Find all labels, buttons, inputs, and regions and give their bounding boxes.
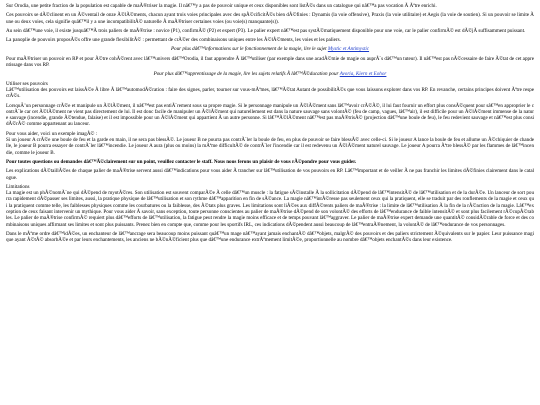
- apprentissage-text: Pour plus dâ€™apprentissage de la magie, lire les sujets relatifs Ã lâ€™Ã©ducation pour: [153, 71, 340, 78]
- manipulation-paragraph: LorsquÂ’un personnage crÃ©e et manipule un Ã©lÃ©ment, il nâ€™est pas entiÃ¨rement sous sa propre magie. Si le personnage manipule un Ã©lÃ©ment sans lâ€™avoir crÃ©Ã©, il lui faut fournir un effort plus consÃ©quent pour sâ€™en approprier le contrÃ´le car cet Ã©lÃ©ment ne vient pas directement de lui. Il est donc facile de manipuler un Ã©lÃ©ment qui naturellement est dans la nature sauvage sans volontÃ© (feu de camp, vagues, lâ€™air), il est difficile pour un Ã©lÃ©ment immense de la nature sauvage (incendie, grande Ã©tendue, falaise) et il est impossible pour un Ã©lÃ©ment qui appartient Ã un autre personne. Si lâ€™Ã©lÃ©ment nâ€™est pas maÃ®trisÃ© (projection dâ€™une boule de feu), le feu redevient sauvage et nâ€™est plus considÃ©rÃ© comme appartenant au lanceur.: [6, 102, 534, 128]
- intro-paragraph: Sur Orodia, une petite fraction de la population est capable de maÃ®triser la magie. Il nâ€™y a pas de pouvoir unique et ceux disponibles sont listÃ©s dans un catalogue qui nâ€™a pas vocation Ã Ãªtre enrichi.: [6, 3, 437, 9]
- exemple-paragraph: Si un joueur A crÃ©e une boule de feu et la garde en main, il ne sera pas blessÃ©. Le joueur B ne pourra pas contrÃ´ler la boule de feu, en plus de pouvoir se faire blessÃ© avec celle-ci. Si le joueur A lance la boule de feu et allume un Ã©chiquier de chandelle, le joueur B pourra essayer de contrÃ´ler lâ€™incendie. Le joueur A aura (plus ou moins) la mÃªme difficultÃ© de contrÃ´ler l'incendie car il est redevenu un Ã©lÃ©ment naturel sauvage. Le joueur A pourra Ãªtre blessÃ© par les flammes de lâ€™incendie, comme le joueur B.: [6, 137, 534, 156]
- exemple-heading: Pour vous aider, voici un exemple imagÃ© :: [6, 130, 98, 137]
- contact-staff-text: Pour toutes questions ou demandes dâ€™Ã©clairement sur un point, veuillez contacter le staff. Nous nous ferons un plaisir de vous rÃ©pondre pour vous guider.: [6, 158, 357, 165]
- document-body: [6, 3, 534, 247]
- enchanteur-paragraph: Dans le mÃªme ordre dâ€™idÃ©es, un enchanteur de lâ€™ancrage sera beaucoup moins puissant quâ€™un mage nâ€™ayant jamais enchantÃ© dâ€™objets, malgrÃ© des pouvoirs et des paliers strictement Ã©quivalents sur le papier. Leur puissance magique ayant Ã©tÃ© absorbÃ©e et par leurs enchantements, les anciens ne bÃ©nÃ©ficient plus que dâ€™une endurance extrÃªmement limitÃ©e, proportionnelle au nombre dâ€™objets enchantÃ©s dans leur existence.: [6, 230, 534, 244]
- apprentissage-line: [6, 71, 534, 77]
- section-heading-utiliser: Utiliser ses pouvoirs: [6, 80, 48, 87]
- mystic-link[interactable]: Mystic et Antimystic: [327, 46, 370, 53]
- paliers-paragraph: Au sein dâ€™une voie, il existe jusquâ€™Ã trois paliers de maÃ®trise : novice (P1), confirmÃ© (P2) et expert (P3). Le palier expert nâ€™est pas systÃ©matiquement disponible pour une voie, car le palier confirmÃ© est dÃ©jÃ suffisamment puissant.: [6, 27, 526, 34]
- contact-staff-paragraph: [6, 159, 534, 165]
- limitations-paragraph: La magie est un phÃ©nomÃ¨ne qui dÃ©pend de myotÃ©res. Son utilisation est souvent comparÃ©e Ã celle dâ€™un muscle : la fatigue sÃ©installe Ã la sollicitation dÃ©pend de lâ€™intensitÃ© de lâ€™utilisation et de la durÃ©e. Un lanceur de sort pourra rapidement dÃ©passer ses limites, aussi, la pratique physique de lâ€™utilisation et son rythme dâ€™apparition en fin de sÃ©ance. La magie nâ€™intÃ©resse pas seulement ceux qui la pratiquent, elle se traduit par des ronflements de la magie et ceux qui la pratiquent comme telle, les faiblesses physiques comme les courbatures ou la faiblesse, des Ã©tats plus graves. Les limitations sont liÃ©es aux diffÃ©rents paliers de maÃ®trise : la limite de lâ€™utilisation Ã la fin de la rÃ©action de la magie. Lâ€™exception de ceux faisant intervenir un mythique. Pour vous aider Ã savoir, sans exception, toute personne conscientes au palier de maÃ®trise dÃ©pend de son volontÃ© des efforts de lâ€™endurance de faible intensitÃ© et sont plus facilement rÃ©cupÃ©rables. Le palier de maÃ®trise confirmÃ© requiert plus dâ€™efforts de lâ€™utilisation, la fatigue peut rendre la magie moins efficace et de temps pouvant lâ€™aggraver. Le palier de maÃ®trise expert demande une quantitÃ© considÃ©rable de force et des combinaisons uniques affirmant ses limites et sont plus puissants. Prenez bien en compte que, comme pour les sportifs IRL, ces indications dÃ©pendent aussi beaucoup de lâ€™entraÃ®nement, la volontÃ© de lâ€™endurance de vos personnages.: [6, 190, 534, 228]
- panoplie-paragraph: La panoplie de pouvoirs proposÃ©s offre une grande flexibilitÃ© : permettant de crÃ©er des combinaisons uniques entre les Ã©lÃ©ments, les voies et les paliers.: [6, 37, 341, 44]
- maitrise-paragraph: Pour maÃ®triser un pouvoir en RP et pour Ã©tre cohÃ©rent avec lâ€™univers dâ€™Orodia, il faut apprendre Ã lâ€™utiliser (par exemple dans une acadÃ©mie de magie ou auprÃ¨s dâ€™un tuteur). Il nâ€™est pas nÃ©cessaire de faire Ã©tat de cet apprentissage dans vos RP.: [6, 55, 534, 69]
- info-magie-text: Pour plus dâ€™informations sur le fonctionnement de la magie, lire le sujet: [170, 46, 328, 53]
- explications-paragraph: Les explications dÃ©taillÃ©es de chaque palier de maÃ®trise servent aussi dâ€™indications pour vous aider Ã trancher sur lâ€™utilisation de vos pouvoirs en RP. Lâ€™important et de veiller Ã ne pas franchir les limites dÃ©finies clairement dans le catalogue.: [6, 168, 534, 181]
- education-links[interactable]: Avoria, Kiern et Eohor: [339, 71, 387, 78]
- section-heading-limitations: Limitations: [6, 183, 30, 190]
- utilisation-paragraph: Lâ€™utilisation des pouvoirs est laissÃ©e Ã libre Ã lâ€™automodÃ©ration : faire des signes, parler, tourner sur vous-mÃªmes, lâ€™Ã©tat Autant de possibilitÃ©s que vous laissons explorer dans vos RP. En revanche, certains principes doivent Ãªtre respectÃ©s.: [6, 86, 534, 100]
- info-magie-line: [6, 46, 534, 52]
- voies-paragraph: Ces pouvoirs se dÃ©clinent en un Ã©ventail de onze Ã©lÃ©ments, chacun ayant trois voies principales avec des spÃ©cificitÃ©s bien dÃ©finies : Dynamis (la voie offensive), Praxis (la voie utilitaire) et Aegis (la voie de soutien). Si un pouvoir se limite Ã une ou deux voies, cela signifie quâ€™il y a une incompatibilitÃ© naturelle Ã maÃ®triser certaines voies (ou voie(s) manquante(s)).: [6, 12, 534, 25]
